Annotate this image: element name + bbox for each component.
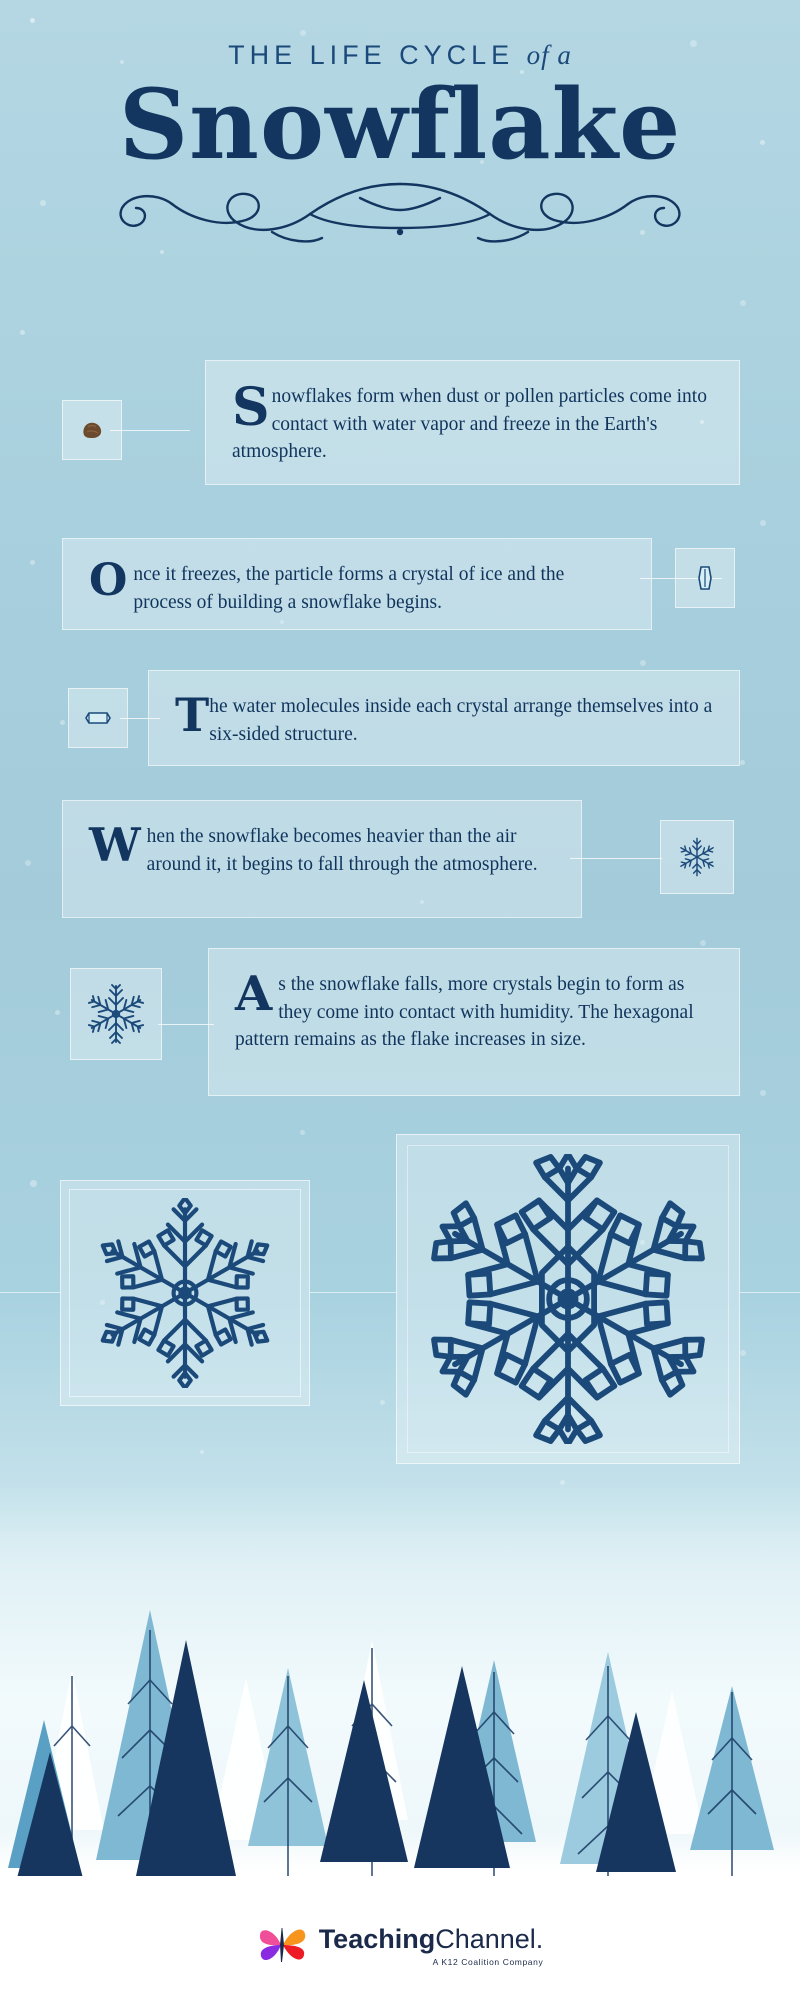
medium-snowflake-icon bbox=[70, 968, 162, 1060]
step-4-connector bbox=[570, 858, 662, 859]
logo-row[interactable] bbox=[257, 1922, 544, 1968]
step-2-text: Once it freezes, the particle forms a crystal of ice and the process of building a snowflake begins. bbox=[89, 555, 565, 613]
step-5-panel bbox=[208, 948, 740, 1096]
hexagon-crystal-icon bbox=[68, 688, 128, 748]
step-5-text: As the snowflake falls, more crystals begin to form as they come into contact with humidity. The hexagonal pattern remains as the flake increases in size. bbox=[235, 966, 694, 1051]
tree-line-illustration bbox=[0, 1490, 800, 1920]
logo-text bbox=[319, 1924, 544, 1955]
page-title: Snowflake bbox=[118, 68, 682, 181]
flake-divider-middle bbox=[310, 1292, 396, 1293]
flake-divider-left bbox=[0, 1292, 60, 1293]
footer bbox=[0, 1890, 800, 2000]
step-2-panel bbox=[62, 538, 652, 630]
flake-large bbox=[396, 1134, 740, 1464]
step-1-panel bbox=[205, 360, 740, 485]
header-kicker bbox=[0, 40, 800, 71]
logo-brand-bold: Teaching bbox=[318, 1923, 436, 1954]
step-4-text: When the snowflake becomes heavier than the air around it, it begins to fall through the atmosphere. bbox=[89, 818, 538, 875]
step-1-dropcap: S bbox=[232, 377, 270, 438]
flake-divider-right bbox=[740, 1292, 800, 1293]
flake-medium-inner-frame bbox=[69, 1189, 301, 1397]
page-header bbox=[0, 40, 800, 255]
step-3-text: The water molecules inside each crystal arrange themselves into a six-sided structure. bbox=[175, 688, 713, 745]
snowflake-icon bbox=[90, 1198, 280, 1388]
snowflake-icon bbox=[423, 1154, 713, 1444]
flake-large-inner-frame bbox=[407, 1145, 729, 1453]
logo-brand-mark: . bbox=[535, 1923, 544, 1954]
header-kicker-italic: of a bbox=[526, 40, 572, 70]
step-3-panel bbox=[148, 670, 740, 766]
logo-tagline: A K12 Coalition Company bbox=[432, 1956, 544, 1967]
ice-crystal-icon bbox=[675, 548, 735, 608]
step-5-dropcap: A bbox=[235, 966, 273, 1022]
flourish-ornament-icon bbox=[0, 170, 800, 255]
header-kicker-text: THE LIFE CYCLE bbox=[228, 40, 515, 70]
step-1-connector bbox=[110, 430, 190, 431]
dust-particle-icon bbox=[62, 400, 122, 460]
step-2-dropcap: O bbox=[89, 555, 128, 606]
butterfly-logo-icon bbox=[257, 1922, 309, 1968]
step-3-dropcap: T bbox=[175, 688, 210, 742]
step-4-panel bbox=[62, 800, 582, 918]
step-5-connector bbox=[158, 1024, 214, 1025]
small-snowflake-icon bbox=[660, 820, 734, 894]
step-4-dropcap: W bbox=[89, 818, 141, 872]
logo-brand-light: Channel bbox=[435, 1923, 536, 1954]
step-1-text: Snowflakes form when dust or pollen particles come into contact with water vapor and freeze in the Earth's atmosphere. bbox=[232, 377, 707, 463]
flake-medium bbox=[60, 1180, 310, 1406]
